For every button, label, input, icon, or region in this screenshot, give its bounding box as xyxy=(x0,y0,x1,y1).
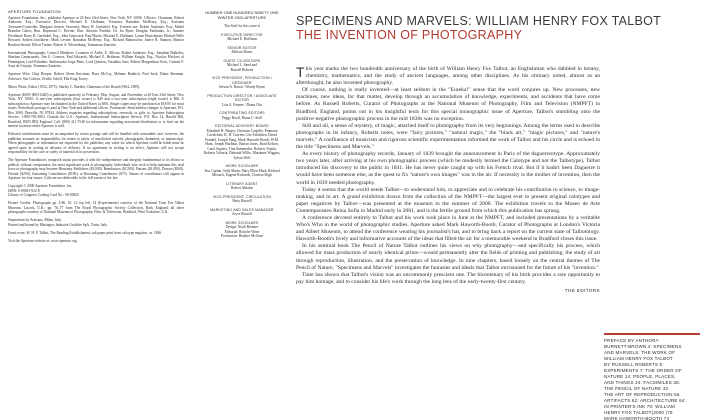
staff-block xyxy=(202,208,282,217)
staff-role: EDITORIAL ADVISORY BOARD xyxy=(215,124,269,128)
title-line-1: SPECIMENS AND MARVELS: WILLIAM HENRY FOX TALBOT xyxy=(296,14,662,28)
staff-role: WORK SCHOLARS xyxy=(225,220,259,225)
staff-block xyxy=(202,76,282,90)
contents-line: HENRY FOX TALBOT(2000 )75 xyxy=(604,410,673,415)
article-title xyxy=(296,14,702,42)
staff-name: Russell Roberts xyxy=(230,67,254,72)
staff-role: MARKETING AND SALES MANAGER xyxy=(210,207,274,212)
staff-block xyxy=(202,59,282,73)
printer-line: Printed and bound by Mariogros Industrie Grafiche SpA, Turin, Italy. xyxy=(8,222,108,227)
body-paragraph xyxy=(296,66,600,87)
staff-role: GUEST CO-EDITORS xyxy=(223,58,261,63)
masthead-paragraph: Minor White, Editor (1952–1975); Shirley C. Burden, Chairman of the Board (1964–1989). xyxy=(8,84,140,89)
editors-signature: THE EDITORS xyxy=(564,287,600,293)
staff-role: SENIOR EDITOR xyxy=(227,45,257,50)
contents-line: WILLIAM HENRY FOX TALBOT xyxy=(604,356,673,361)
staff-name: Production: Heather McGinn xyxy=(221,234,263,238)
body-paragraph: As every history of photography records, January of 1839 brought the announcement in Paris of the daguerreotype. Approximately two years later, after arriving at his own photographic process (which he modestly termed the Calotype and not the Talbotype), Talbot introduced his discovery to the public in 1841. He has never quite caught up with his French rival. But if it hadn't been Daguerre it would have been someone else, as the quest to fix "nature's own images" was in the air. If necessity is the mother of invention, then the world in 1839 needed photography. xyxy=(296,151,600,186)
staff-name: Michael E. Hoffman xyxy=(227,37,257,41)
picture-credits: Picture Credits: Photographs pp. 4-86, 10, 12 top left, 14 (Experiments) courtesy of the National Trust Fox Talbot Museum, Lacock, U.K.; pp. 76–77 from The Royal Photographic Society Collection, Bath, England; all other photographs courtesy of National Museum of Photography, Film, & Television, Bradford, West Yorkshire, U.K. xyxy=(8,201,184,214)
issue-season: WINTER 2000 APERTURE xyxy=(217,15,267,20)
contents-line: BY RUSSELL ROBERTS 5: xyxy=(604,362,664,367)
staff-name: Lisa A. Farmer / Diana Chu xyxy=(222,102,262,107)
staff-name: Joyce Russell xyxy=(232,212,252,216)
body-paragraph: Today it seems that the world needs Talbot—to understand him, to appreciate and to celebrate his contribution to science, to image-making, and to art. A grand exhibition drawn from the collection of the NMPFT—the largest ever to present original calotypes and paper negatives by Talbot—was presented at the museum in the summer of 2000. The exhibition travels to the Museo de Arte Contemporaneo Reina Sofia in Madrid early in 2001, and is the fertile ground from which this publication has sprung. xyxy=(296,186,600,214)
staff-role: VICE-PRESIDENT, CIRCULATION xyxy=(212,194,272,199)
staff-name: Betty Russell xyxy=(232,199,252,203)
body-paragraph: A conference devoted entirely to Talbot and his work took place in June at the NMPFT, and included presentations by a veritable Who's Who in the world of photographic studies. Aperture asked Mark Haworth-Booth, Curator of Photographs at London's Victoria and Albert Museum, to attend the conference wearing his journalist's hat, and to bring back a report on the current state of Talbotology. Haworth-Booth's lively and informative accounts of the ideas that filled the air for a memorable weekend in Bradford closes this issue. xyxy=(296,214,600,243)
staff-role: PRODUCTION DIRECTOR / ASSOCIATE EDITOR xyxy=(207,93,277,102)
contents-line: BURNETT-BROWN 4: SPECIMENS xyxy=(604,344,682,349)
staff-role: VICE PRESIDENT, PRODUCTION / DESIGNER xyxy=(211,76,273,85)
editorial-body xyxy=(296,66,600,294)
masthead-paragraph: The Aperture Foundation's nonprofit status provides it with the independence and integrity fundamental to its efforts to publish, without compromise, the most significant work in photography. Individuals who wish to help maintain this vital force in photography may become Honorary Publishers ($5,000), Benefactors ($2,500), Patrons ($1,000), Donors ($500), Friends ($250), Sustaining Contributors ($150), or Retaining Contributors ($75). Names of contributors will appear in Aperture for four issues. Gifts are tax-deductible to the full extent of the law. xyxy=(8,158,184,180)
staff-name: Design: Noah Brenner xyxy=(225,225,259,229)
separations-line: Separations by Artscans, Milan, Italy. xyxy=(8,218,62,222)
masthead-paragraph: Aperture Wire: Chip Hooper, Robert Glenn Ketchum, Buzz McCoy, Melanie Rudnick, Paul Sack, Diane Sherman. Advisors: Sue Coliton, Orville Schell, Ella King Torrey. xyxy=(8,72,184,81)
body-paragraph-text: his year marks the two hundredth anniversary of the birth of William Henry Fox Talbot, an Englishman who dabbled in botany, chemistry, mathematics, and the study of ancient languages, among other disciplines. As his obituary noted, almost as an afterthought, he also invented photography. xyxy=(296,66,600,87)
contents-line: IN PRINTER'S INK 70: WILLIAM xyxy=(604,404,675,409)
staff-name: Elizabeth H. Berger, Christian Caujolle, Pramona Cavalchini, R. H. Cravens, Ute Eskildsen, David Frankel, Joseph Fung, Mark Haworth-Booth, W.M. Hunt, Joseph Hurlburt, Barton Jones, Brad Kelson, Carol Squiers, Tina Summerlin, Roberto Tejada, Roberta Valtorta, Deborah Willis, Marianne Wiggins, Sylvia Wolf xyxy=(203,128,281,160)
contents-line: THE ART OF REPRODUCTION 56 xyxy=(604,392,680,397)
staff-name: Michael L. Sand and xyxy=(227,63,257,67)
staff-block xyxy=(202,195,282,204)
staff-block xyxy=(202,94,282,108)
staff-block xyxy=(202,221,282,239)
staff-block xyxy=(202,111,282,120)
masthead-paragraph: Aperture Foundation, Inc., publisher Aperture at 20 East 23rd Street, New York, NY 10010. Officers: Chairman, Robert Anthoine, Esq.; Executive Director, Michael E. Hoffman; Treasurer, Barnabas McHenry, Esq.; Assistant Treasurer/Controller, Margaret Jensen; Secretary, Barry H. Garfinkel, Esq. Trustees are: Robert Anthoine, Esq.; Mabel Brandon Cabot; Hon. Raymond C. Devine; Hon. Antonio Paoletti; Dr. Ira Ryan; Douglas Fairbanks, Jr.; Annette Friedland; Barry H. Garfinkel, Esq.; John Gattwood; Paul Harris; Michael E. Hoffman; Lynne Honickman; Michael Belle Howard; Andrea Jonckheer; Mark Levine; Barnabas McHenry, Esq.; Richard Rabinowitz; Janice B. Stanton; Marion Boulton Stroud; Elliott Turner; Robert A. Wiesenburg; Tomomasa Zanettin. xyxy=(8,15,184,47)
staff-role: EXECUTIVE DIRECTOR xyxy=(221,32,263,37)
staff-role: WORK SCHOLARS xyxy=(225,164,259,168)
staff-name: Stevan A. Baron / Wendy Byrne xyxy=(218,85,266,89)
front-cover-line: Front cover: W. H. F. Talbot, The Reading Establishment, salt paper print from calotype negative, ca. 1846 xyxy=(8,230,162,235)
contents-box xyxy=(604,333,700,418)
staff-role: LITERARY AGENT xyxy=(226,181,258,186)
issue-info xyxy=(202,10,282,20)
issue-number: NUMBER ONE HUNDRED NINETY ONE xyxy=(205,10,279,15)
masthead-column xyxy=(8,10,184,247)
staff-name: Robert Abrams xyxy=(231,186,253,190)
loc-line: Library of Congress Catalog Card No.: 58-30845 xyxy=(8,193,79,197)
staff-name: Editorial: Brioche Wane xyxy=(224,229,260,234)
staff-name: Peggy Roalf, Diana C. Stoll xyxy=(221,115,263,120)
staff-block xyxy=(202,46,282,55)
title-line-2: THE INVENTION OF PHOTOGRAPHY xyxy=(296,28,523,42)
drop-cap: T xyxy=(296,64,305,80)
contents-line: EXPERIMENTS 7: THE ORDER OF xyxy=(604,368,682,373)
masthead-paragraph: International Photography Council Members: Countess of Airlie, E. Allison, Robert Anthoine, Esq., Jonathan Bulkeley, Sherban Cantacuzino, Jim G. Cosmos, Paul Edwards, Michael E. Hoffman, William Knight, Esq., Nicolas Mockett of Pennington, Lord Palumbo, Ambassador Jorge Pinto, Lord Quinton, Yasuhiko Sato, Robert Morgenthau Scott, Carmen F. Arzu de Urquijo, Tommaso Zanzotto. xyxy=(8,50,184,68)
contents-line: PREFACE BY ANTHONY xyxy=(604,338,659,343)
body-paragraph: Time has shown that Talbot's vision was an uncommonly prescient one. The bicentenary of his birth provides a rare opportunity to pay him homage, and to consider his life's work through the long lens of the early-twenty-first century. xyxy=(296,271,600,285)
foundation-heading: APERTURE FOUNDATION xyxy=(8,9,61,14)
staff-name: Melissa Harris xyxy=(231,50,253,54)
contents-line: NATURE 14: PEOPLE, PLACES, xyxy=(604,374,676,379)
body-paragraph: Of course, nothing is really invented—at least seldom in the "Eureka!" sense that the word conjures up. New processes, new machines, new ideas, for that matter, develop through an accumulation of knowledge, experiments, and accidents that have come before. As Russell Roberts, Curator of Photographs at the National Museum of Photography, Film and Television (NMPFT) in Bradford, England, points out in his insightful texts for this special monographic issue of Aperture, Talbot's stumbling onto the positive-negative photographic process in the mid 1830s was no exception. xyxy=(296,87,600,122)
contents-line: AND THINGS 24: FACSIMILES 36: xyxy=(604,380,681,385)
staff-role: CONTRIBUTING EDITORS xyxy=(219,111,265,115)
website-line: Visit the Aperture website at: www.aperture.org xyxy=(8,238,77,243)
isbn-line: ISBN: 0-89381-932-8 xyxy=(8,188,40,193)
staff-block xyxy=(202,124,282,160)
body-paragraph: Still and all, a sense of mystery, of magic, attached itself to photography from its very beginnings. Among the terms used to describe photographs in its infancy, Roberts notes, were "fairy pictures," "natural magic," the "black art," "magic pictures," and "nature's marvels." A confluence of musicism and rigorous scientific experimentation informed the work of Talbot and his circle and is echoed in the title "Specimens and Marvels." xyxy=(296,122,600,151)
staff-note: The Staff for this issue is xyxy=(224,24,260,28)
staff-name: Jess Caplan, Sally Mann, Mary Ellen Mark, Richard Misrach, Eugene Richards, Clarissa Sligh xyxy=(204,168,280,177)
staff-block xyxy=(202,182,282,191)
contents-line: THE PENCIL OF NATURE 42: xyxy=(604,386,670,391)
contents-line: ARTIFACTS 62: ARCHITECTURE 64: xyxy=(604,398,686,403)
staff-block xyxy=(202,33,282,42)
contents-line: AND MARVELS: THE WORK OF xyxy=(604,350,676,355)
copyright-line: Copyright © 2000 Aperture Foundation, Inc. xyxy=(8,184,73,188)
body-paragraph: In his seminal book The Pencil of Nature Talbot outlines his views on why photography—and specifically his process, which allowed for mass production of nearly identical prints—would permanently alter the fields of printing and publishing, the study of art through reproduction, illustration, and the preservation of knowledge. In nine chapters, based loosely on the central themes of The Pencil of Nature, "Specimens and Marvels" investigates the fantasies and ideals that Talbot envisioned for the future of his "invention." xyxy=(296,243,600,271)
staff-block xyxy=(202,164,282,178)
masthead-paragraph: Aperture (ISSN 0003-6420) is published quarterly, in February, May, August, and November, at 20 East 23rd Street, New York, NY 10010. A one-year subscription (four issues) is $40 and a two-year subscription (eight issues) is $66. A subscription to Aperture may be obtained in the United States (a $50). Single copies may be purchased at $18.95 for most issues. Periodicals postage is paid at New York and additional offices. Postmaster: Send address changes to Aperture, P.O. Box 3000, Denville, NJ 07834. Address inquiries regarding subscriptions, renewals, or gifts to: Aperture Subscription Service, 1-800-783-4903. Outside the U.S.: Aperture, International Subscription Service, P.O. Box 14, Harold Hill, Romford, RM3 8EQ England. Call: (800) 411-7548 for information regarding newsstand distribution or to find out the nearest location where Aperture is sold. xyxy=(8,92,184,128)
staff-column xyxy=(202,10,282,243)
contents-line: MARK HAWORTH-BOOTH 74 xyxy=(604,416,670,420)
masthead-paragraph: Editorial contributions must be accompanied by return postage and will be handled with reasonable care; however, the publisher assumes no responsibility for return or safety of unsolicited artwork, photographs, diameters, or manuscripts. When photographs or information are requested by the publisher, any value for which Aperture could be liable must be agreed upon in writing in advance of delivery. If no agreement in writing is on effect, Aperture will not accept responsibility for the care or safety of material in its possession. xyxy=(8,132,184,154)
